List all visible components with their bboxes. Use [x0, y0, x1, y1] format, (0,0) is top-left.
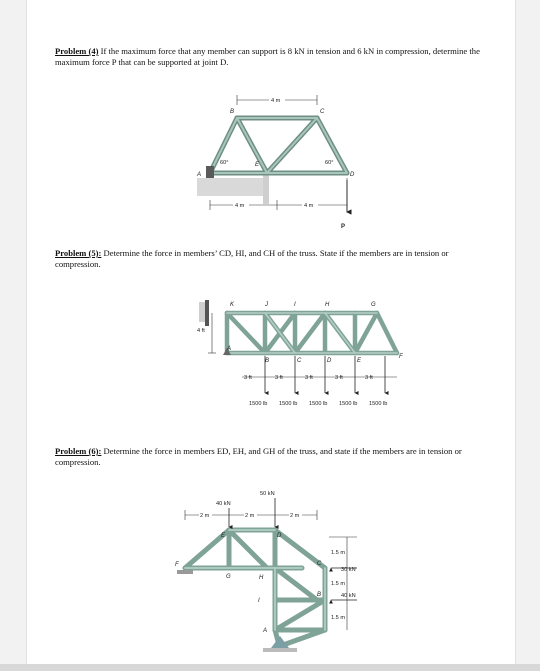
dim-spacing-3: 3 ft	[305, 375, 313, 381]
node-label-B: B	[317, 592, 322, 598]
load-label-2: 1500 lb	[279, 401, 298, 407]
load-label-40kN: 40 kN	[216, 501, 231, 507]
node-label-D: D	[277, 533, 282, 539]
node-label-B: B	[265, 358, 270, 364]
node-label-C: C	[317, 561, 322, 567]
figure-truss-6	[27, 0, 515, 664]
problem-5-text: Determine the force in members’ CD, HI, and CH of the truss. State if the members are in tension or compression.	[55, 248, 449, 269]
dim-top: 4 m	[271, 98, 281, 104]
dim-spacing-1: 3 ft	[244, 375, 252, 381]
dim-spacing-4: 3 ft	[335, 375, 343, 381]
problem-6-text: Determine the force in members ED, EH, and GH of the truss, and state if the members are in tension or compression.	[55, 446, 462, 467]
node-label-H: H	[259, 575, 264, 581]
node-label-B: B	[230, 109, 235, 115]
node-label-F: F	[175, 562, 179, 568]
problem-4-title: Problem (4)	[55, 46, 99, 56]
node-label-E: E	[255, 162, 260, 168]
problem-6-title: Problem (6):	[55, 446, 102, 456]
dim-spacing-2: 3 ft	[275, 375, 283, 381]
node-label-A: A	[263, 628, 268, 634]
angle-right: 60°	[325, 160, 334, 166]
truss-members	[185, 530, 325, 645]
node-label-I: I	[294, 302, 296, 308]
node-label-G: G	[371, 302, 376, 308]
load-label-5: 1500 lb	[369, 401, 388, 407]
dim-top-2: 2 m	[245, 513, 255, 519]
dim-right-2: 1.5 m	[331, 581, 345, 587]
node-label-J: J	[265, 302, 268, 308]
node-label-E: E	[221, 533, 226, 539]
load-label-1: 1500 lb	[249, 401, 268, 407]
load-label-P: P	[341, 224, 346, 230]
load-label-30kN: 30 kN	[341, 567, 356, 573]
dim-right-1: 1.5 m	[331, 550, 345, 556]
dim-height: 4 ft	[197, 328, 205, 334]
problem-5-title: Problem (5):	[55, 248, 102, 258]
node-label-E: E	[357, 358, 362, 364]
node-label-D: D	[327, 358, 332, 364]
node-label-I: I	[258, 598, 260, 604]
node-label-G: G	[226, 574, 231, 580]
load-label-3: 1500 lb	[309, 401, 328, 407]
dim-right: 4 m	[304, 203, 314, 209]
dim-top-3: 2 m	[290, 513, 300, 519]
load-label-4: 1500 lb	[339, 401, 358, 407]
dim-top-1: 2 m	[200, 513, 210, 519]
node-label-F: F	[399, 354, 403, 360]
node-label-K: K	[230, 302, 235, 308]
angle-left: 60°	[220, 160, 229, 166]
load-label-40kN-b: 40 kN	[341, 593, 356, 599]
dim-right-3: 1.5 m	[331, 615, 345, 621]
document-page	[26, 0, 516, 664]
dim-left: 4 m	[235, 203, 245, 209]
node-label-D: D	[350, 172, 355, 178]
node-label-C: C	[297, 358, 302, 364]
problem-4-text: If the maximum force that any member can support is 8 kN in tension and 6 kN in compression, determine the maximum force P that can be supported at joint D.	[55, 46, 480, 67]
support-F	[177, 570, 193, 574]
page-bottom-edge	[0, 664, 540, 671]
load-label-50kN: 50 kN	[260, 491, 275, 497]
node-label-C: C	[320, 109, 325, 115]
node-label-H: H	[325, 302, 330, 308]
node-label-A: A	[197, 172, 202, 178]
dim-spacing-5: 3 ft	[365, 375, 373, 381]
node-label-A: A	[227, 346, 232, 352]
